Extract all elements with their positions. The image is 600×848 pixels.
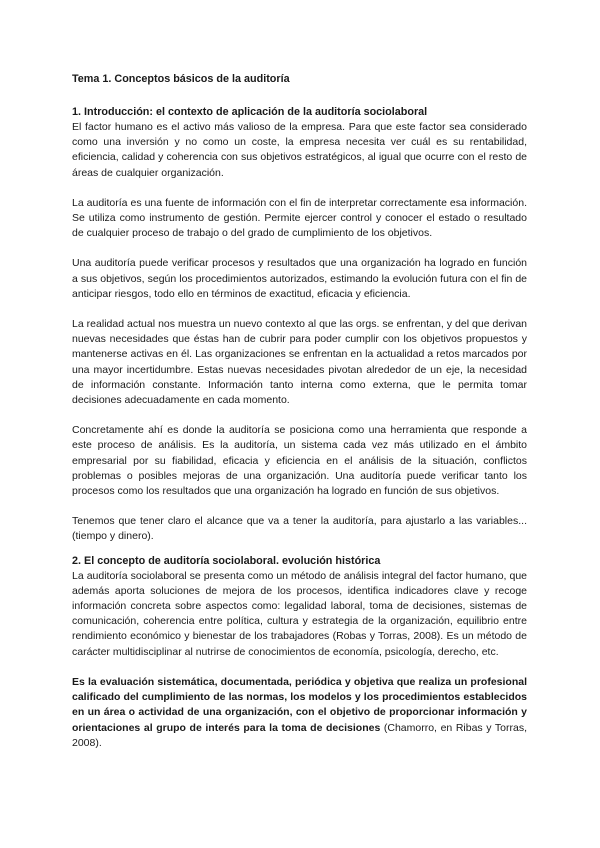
document-title: Tema 1. Conceptos básicos de la auditoría: [72, 73, 290, 85]
section-1-paragraph: Concretamente ahí es donde la auditoría se posiciona como una herramienta que responde a este proceso de análisis. Es la auditoría, un sistema cada vez más utilizado en el ámbito empresarial por su fiabilidad, eficacia y eficiencia en el análisis de la situación, conflictos problemas o posibles mejoras de una organización. Una auditoría puede verificar tanto los procesos como los resultados que una organización ha logrado en función de sus objetivos.: [72, 424, 527, 498]
definition-bold-text: Es la evaluación sistemática, documentada, periódica y objetiva que realiza un profesional calificado del cumplimiento de las normas, los modelos y los procedimientos establecidos en un área o actividad de una organización, con el objetivo de proporcionar información y orientaciones al grupo de interés para la toma de decisiones: [72, 675, 527, 734]
definition-paragraph: [72, 675, 527, 751]
section-2-paragraph: La auditoría sociolaboral se presenta como un método de análisis integral del factor humano, que además aporta soluciones de mejora de los procesos, identifica indicadores clave y recoge información concreta sobre aspectos como: legalidad laboral, toma de decisiones, sistemas de comunicación, coherencia entre política, cultura y estrategia de la organización, equilibrio entre rendimiento económico y bienestar de los trabajadores (Robas y Torras, 2008). Es un método de carácter multidisciplinar al nutrirse de conocimientos de economía, psicología, derecho, etc.: [72, 569, 527, 658]
section-1-heading: 1. Introducción: el contexto de aplicación de la auditoría sociolaboral: [72, 106, 428, 118]
section-1-paragraph: La auditoría es una fuente de información con el fin de interpretar correctamente esa información. Se utiliza como instrumento de gestión. Permite ejercer control y conocer el estado o resultado de cualquier proceso de trabajo o del grado de cumplimiento de los objetivos.: [72, 196, 527, 240]
section-1-paragraph: La realidad actual nos muestra un nuevo contexto al que las orgs. se enfrentan, y del que derivan nuevas necesidades que éstas han de cubrir para poder cumplir con los objetivos propuestos y mantenerse activas en él. Las organizaciones se enfrentan en la actualidad a retos marcados por una mayor incertidumbre. Estas nuevas necesidades pivotan alrededor de un eje, la necesidad de información constante. Información tanto interna como externa, que le permita tomar decisiones adecuadamente en cada momento.: [72, 318, 527, 407]
document-page: [72, 72, 527, 751]
section-2-heading: 2. El concepto de auditoría sociolaboral. evolución histórica: [72, 554, 381, 567]
section-1-paragraph: Tenemos que tener claro el alcance que va a tener la auditoría, para ajustarlo a las variables... (tiempo y dinero).: [72, 515, 527, 543]
definition-citation: (Chamorro, en Ribas y Torras, 2008).: [72, 721, 527, 749]
section-1-paragraph: El factor humano es el activo más valioso de la empresa. Para que este factor sea considerado como una inversión y no como un coste, la empresa necesita ver cuál es su rentabilidad, eficiencia, calidad y coherencia con sus objetivos estratégicos, al igual que ocurre con el resto de áreas de cualquier organización.: [72, 121, 527, 179]
section-1-paragraph: Una auditoría puede verificar procesos y resultados que una organización ha logrado en función a sus objetivos, según los procedimientos autorizados, estimando la evolución futura con el fin de anticipar riesgos, todo ello en términos de exactitud, eficacia y eficiencia.: [72, 257, 527, 300]
